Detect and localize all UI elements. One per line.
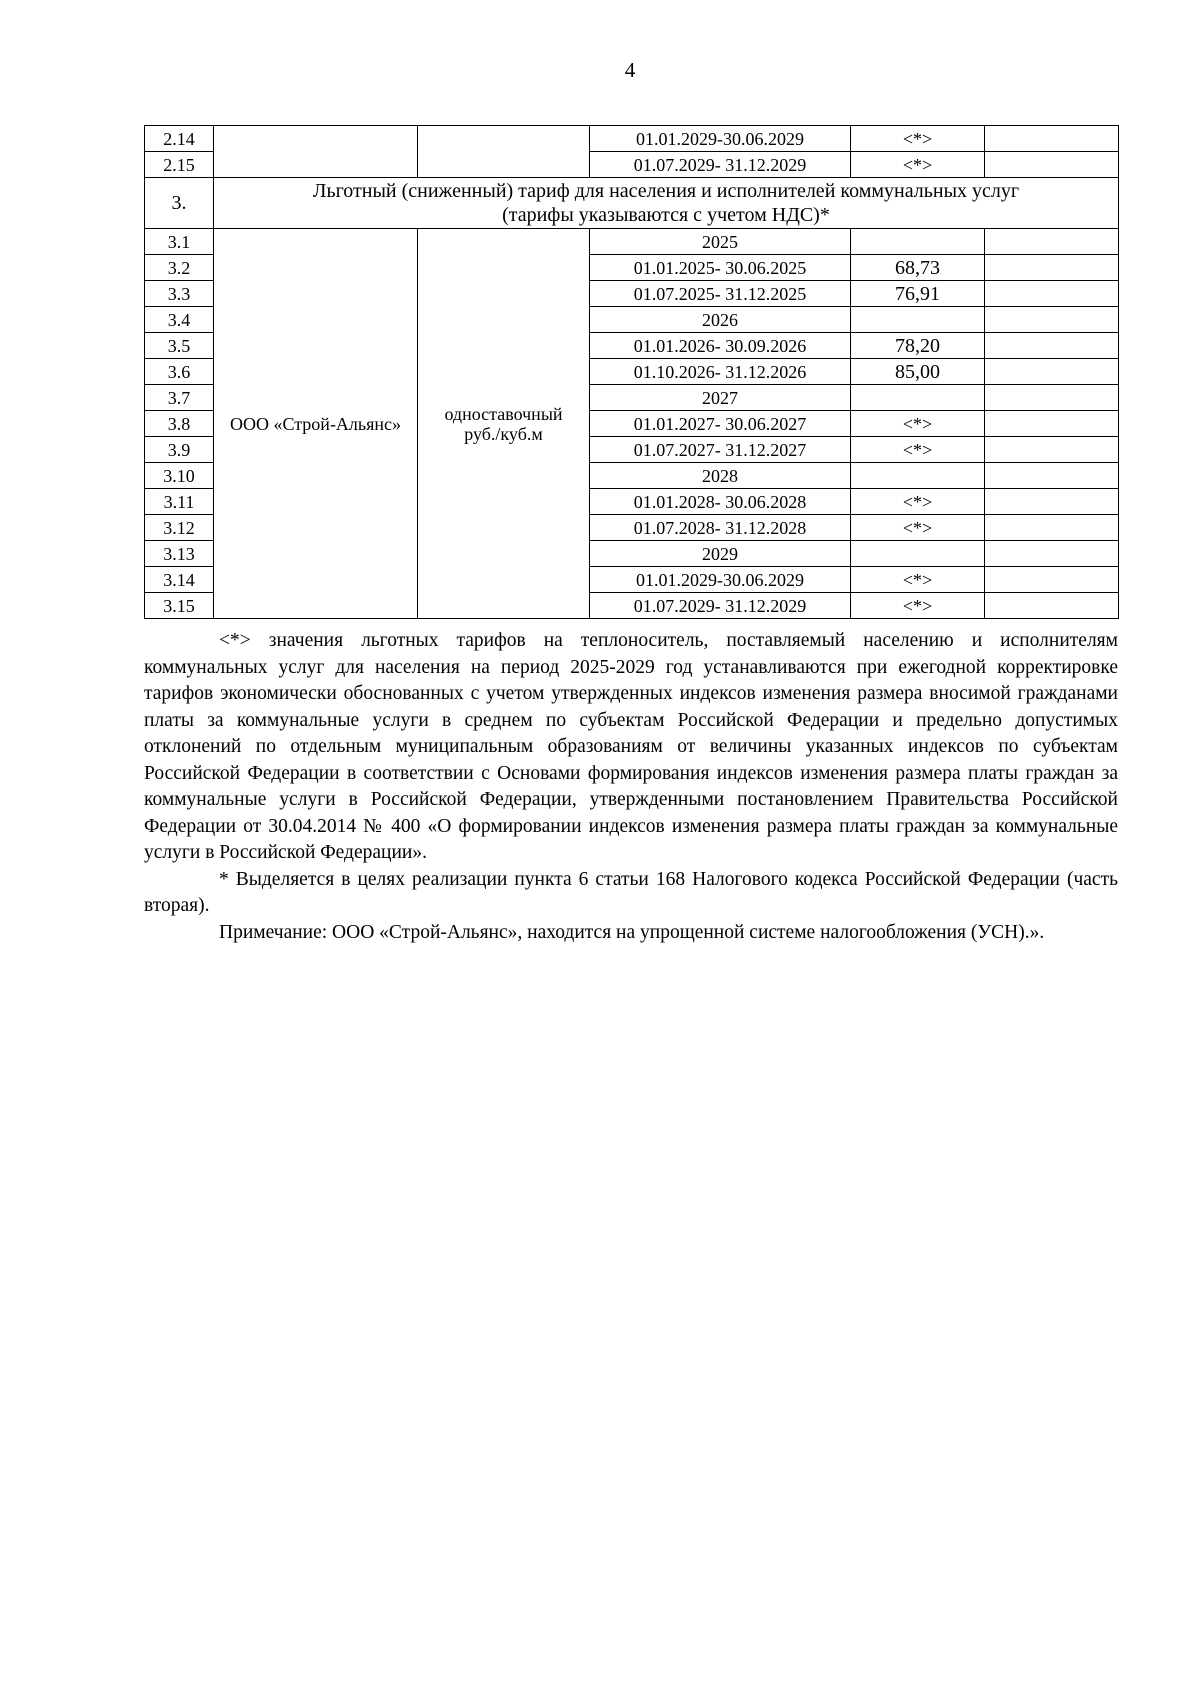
tariff-value: 85,00: [851, 359, 985, 385]
empty-cell: [985, 489, 1119, 515]
row-number: 3.7: [145, 385, 214, 411]
row-number: 3.8: [145, 411, 214, 437]
tariff-type-line1: одноставочный: [444, 403, 563, 424]
empty-cell: [985, 541, 1119, 567]
tariff-value: 68,73: [851, 255, 985, 281]
period-cell: 01.01.2027- 30.06.2027: [590, 411, 851, 437]
period-cell: 01.01.2026- 30.09.2026: [590, 333, 851, 359]
period-cell: 01.01.2025- 30.06.2025: [590, 255, 851, 281]
tariff-type-line2: руб./куб.м: [464, 423, 543, 444]
tariff-value: <*>: [851, 152, 985, 178]
tariff-value: <*>: [851, 411, 985, 437]
period-cell: 01.01.2029-30.06.2029: [590, 567, 851, 593]
section-row: [145, 178, 1119, 229]
empty-cell: [985, 515, 1119, 541]
row-number: 3.10: [145, 463, 214, 489]
period-cell: 01.01.2029-30.06.2029: [590, 126, 851, 152]
table-row: [145, 229, 1119, 255]
empty-cell: [851, 463, 985, 489]
section-title-line2: (тарифы указываются с учетом НДС)*: [502, 204, 830, 226]
tariff-value: <*>: [851, 489, 985, 515]
row-number: 2.15: [145, 152, 214, 178]
row-number: 3.14: [145, 567, 214, 593]
empty-cell: [851, 229, 985, 255]
section-title-line1: Льготный (сниженный) тариф для населения и исполнителей коммунальных услуг: [312, 180, 1020, 202]
tariff-value: 78,20: [851, 333, 985, 359]
empty-cell: [985, 307, 1119, 333]
note-paragraph-remark: Примечание: ООО «Строй-Альянс», находится на упрощенной системе налогообложения (УСН).».: [219, 921, 1045, 943]
tariff-value: 76,91: [851, 281, 985, 307]
period-cell: 01.07.2029- 31.12.2029: [590, 593, 851, 619]
table-row: [145, 126, 1119, 152]
period-cell: 01.07.2027- 31.12.2027: [590, 437, 851, 463]
page-number: 4: [624, 58, 636, 82]
year-cell: 2029: [590, 541, 851, 567]
row-number: 3.11: [145, 489, 214, 515]
empty-cell: [851, 307, 985, 333]
empty-cell: [985, 593, 1119, 619]
tariff-value: <*>: [851, 126, 985, 152]
year-cell: 2026: [590, 307, 851, 333]
notes-block: [144, 628, 1118, 946]
tariff-value: <*>: [851, 437, 985, 463]
empty-cell: [985, 567, 1119, 593]
row-number: 3.2: [145, 255, 214, 281]
row-number: 3.9: [145, 437, 214, 463]
tariff-value: <*>: [851, 567, 985, 593]
tariff-value: <*>: [851, 515, 985, 541]
tariff-type-cell: [418, 229, 590, 619]
org-cell-empty: [214, 126, 418, 178]
row-number: 3.4: [145, 307, 214, 333]
year-cell: 2028: [590, 463, 851, 489]
empty-cell: [985, 281, 1119, 307]
period-cell: 01.07.2029- 31.12.2029: [590, 152, 851, 178]
period-cell: 01.10.2026- 31.12.2026: [590, 359, 851, 385]
empty-cell: [985, 333, 1119, 359]
empty-cell: [985, 437, 1119, 463]
section-title: [214, 178, 1119, 229]
row-number: 3.6: [145, 359, 214, 385]
period-cell: 01.01.2028- 30.06.2028: [590, 489, 851, 515]
row-number: 3.1: [145, 229, 214, 255]
period-cell: 01.07.2028- 31.12.2028: [590, 515, 851, 541]
year-cell: 2027: [590, 385, 851, 411]
note-paragraph-values: <*> значения льготных тарифов на теплоноситель, поставляемый населению и исполнителям коммунальных услуг для населения на период 2025-2029 год устанавливаются при ежегодной корректировке тарифов экономически обоснованных с учетом утвержденных индексов изменения размера вносимой гражданами платы за коммунальные услуги в среднем по субъектам Российской Федерации и предельно допустимых отклонений по отдельным муниципальным образованиям от величины указанных индексов по субъектам Российской Федерации в соответствии с Основами формирования индексов изменения размера платы граждан за коммунальные услуги в Российской Федерации, утвержденными постановлением Правительства Российской Федерации от 30.04.2014 № 400 «О формировании индексов изменения размера платы граждан за коммунальные услуги в Российской Федерации».: [144, 630, 1118, 863]
empty-cell: [985, 126, 1119, 152]
year-cell: 2025: [590, 229, 851, 255]
row-number: 3.13: [145, 541, 214, 567]
empty-cell: [985, 411, 1119, 437]
empty-cell: [985, 359, 1119, 385]
tariff-value: <*>: [851, 593, 985, 619]
row-number: 2.14: [145, 126, 214, 152]
note-paragraph-vat: * Выделяется в целях реализации пункта 6 статьи 168 Налогового кодекса Российской Федерации (часть вторая).: [144, 868, 1118, 916]
row-number: 3.3: [145, 281, 214, 307]
row-number: 3.15: [145, 593, 214, 619]
type-cell-empty: [418, 126, 590, 178]
row-number: 3.5: [145, 333, 214, 359]
org-name-cell: ООО «Строй-Альянс»: [214, 229, 418, 619]
empty-cell: [985, 385, 1119, 411]
tariff-table: [144, 125, 1119, 619]
empty-cell: [985, 463, 1119, 489]
empty-cell: [851, 385, 985, 411]
empty-cell: [851, 541, 985, 567]
empty-cell: [985, 255, 1119, 281]
section-number: 3.: [145, 178, 214, 229]
row-number: 3.12: [145, 515, 214, 541]
empty-cell: [985, 152, 1119, 178]
period-cell: 01.07.2025- 31.12.2025: [590, 281, 851, 307]
empty-cell: [985, 229, 1119, 255]
